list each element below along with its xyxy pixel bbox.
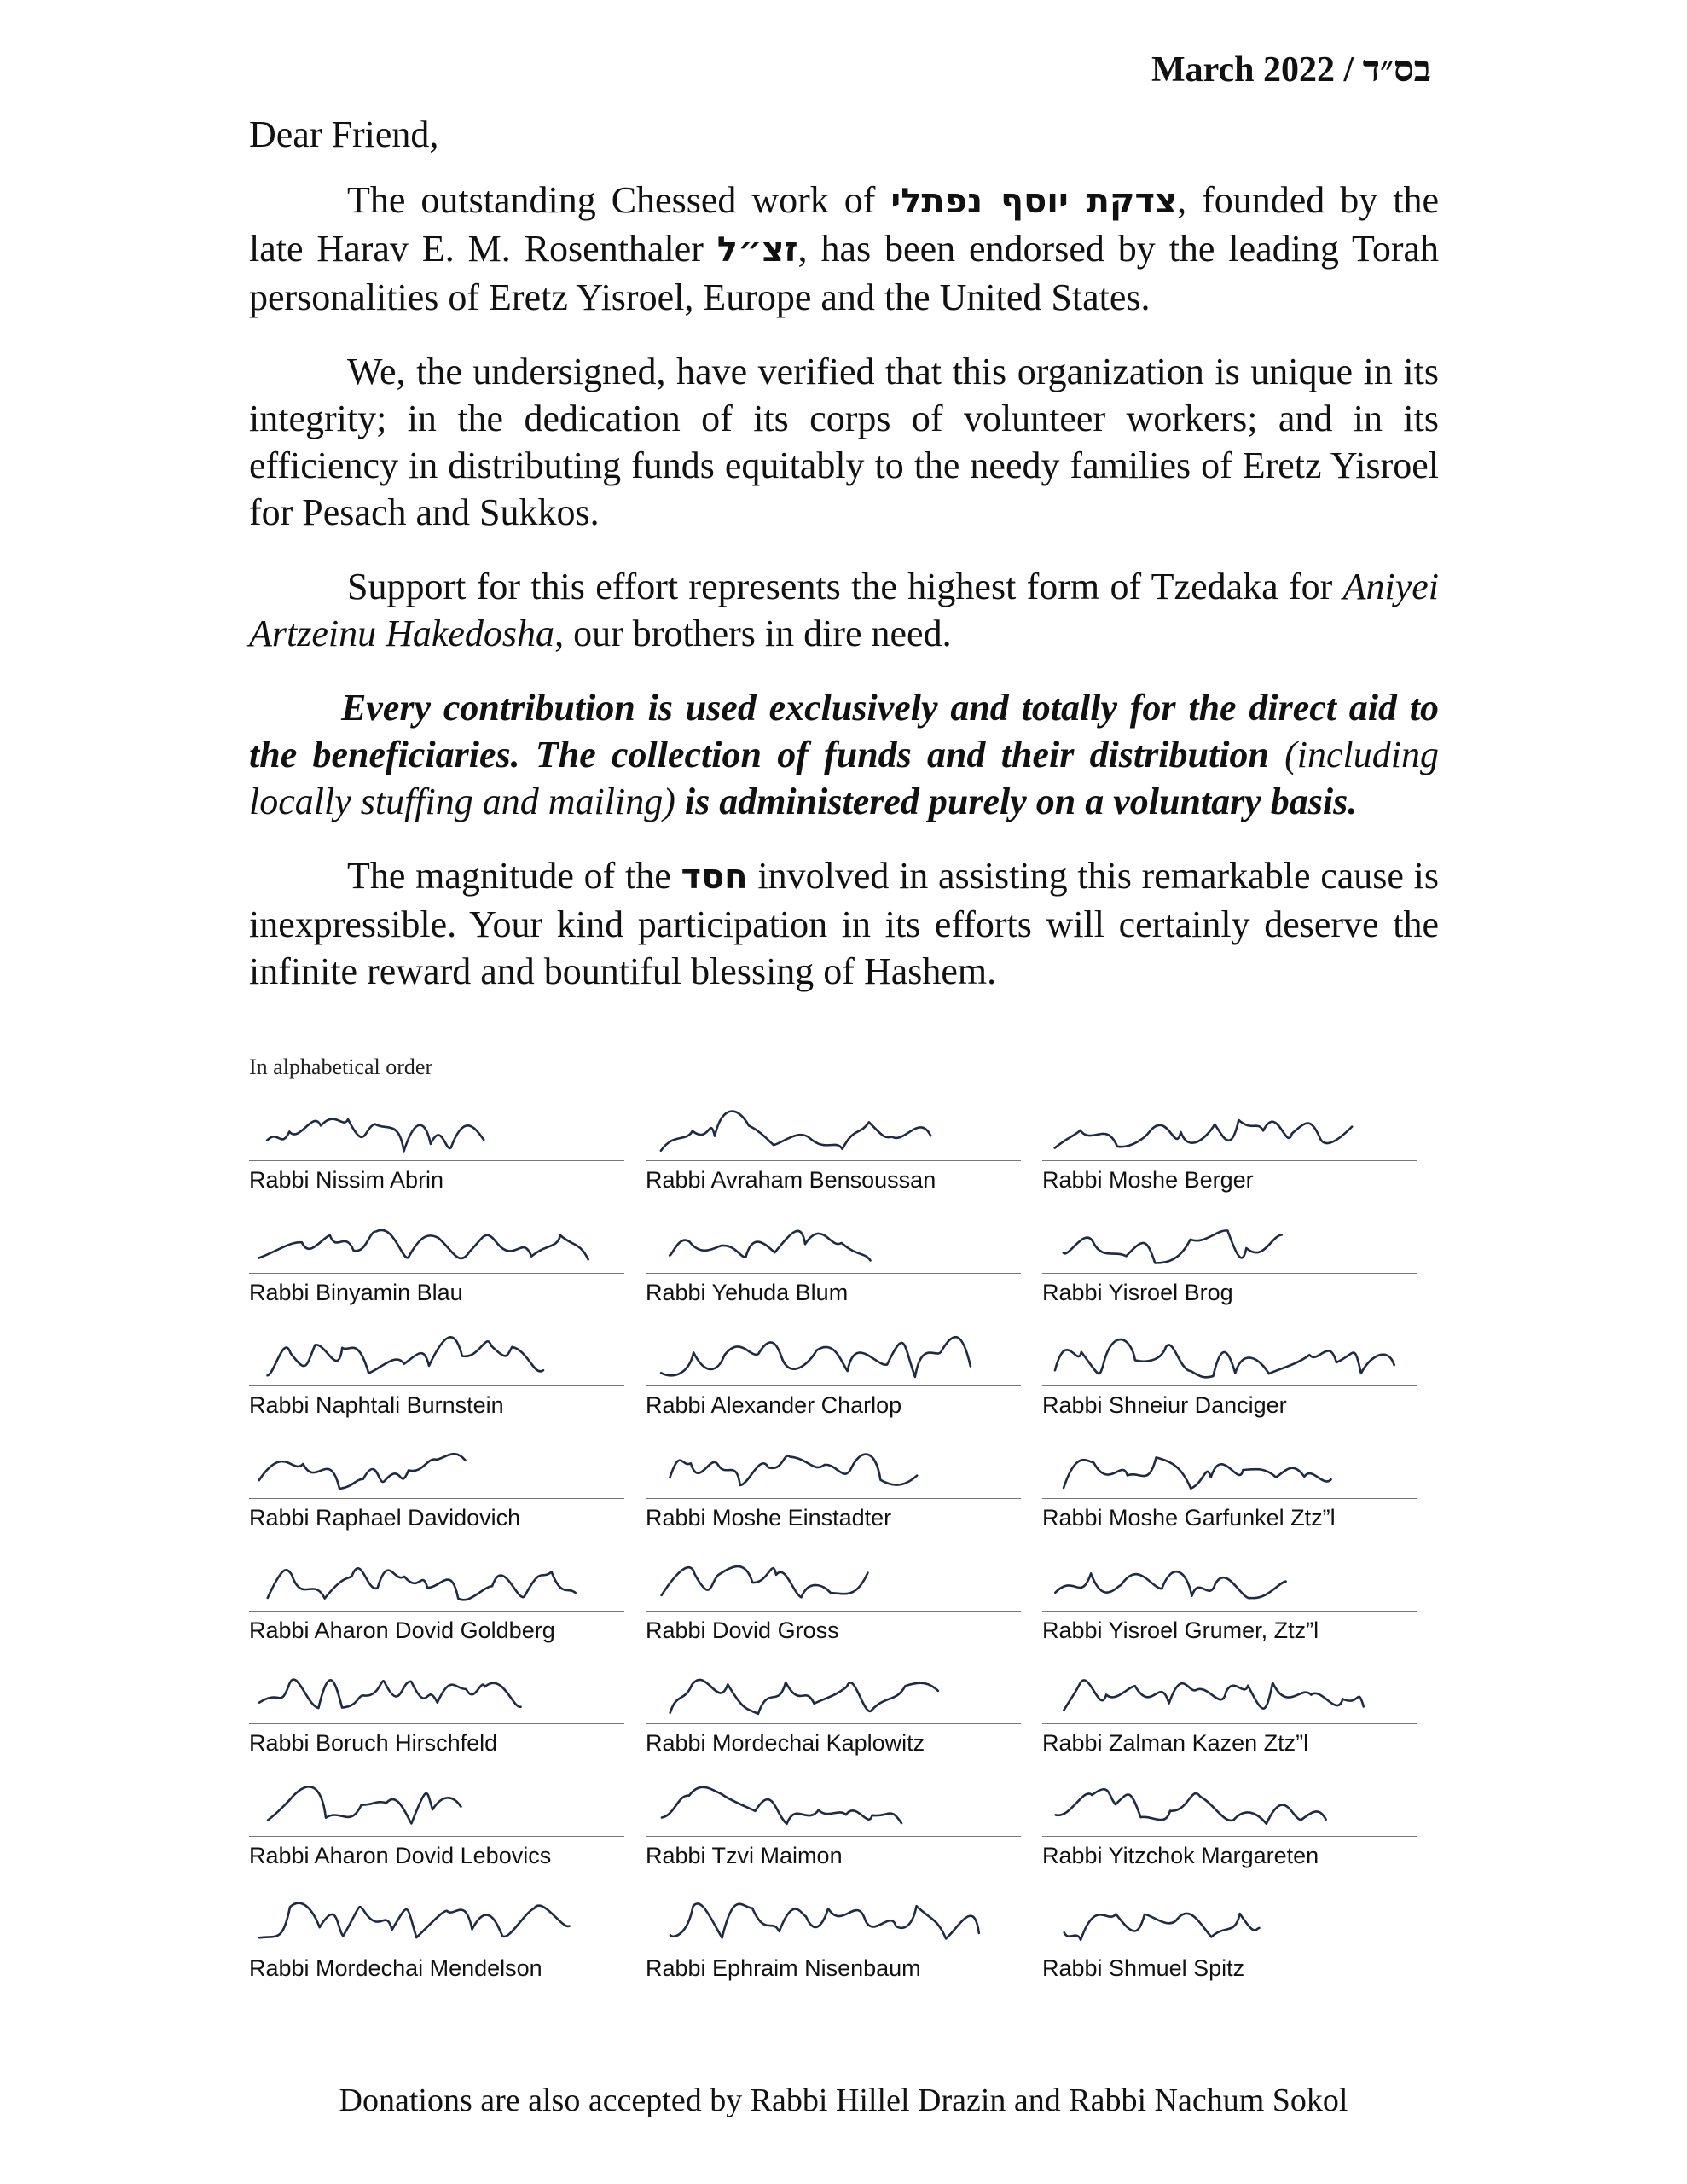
signature-row: [249, 1525, 1439, 1643]
signature-row: [249, 1751, 1439, 1868]
handwritten-signature: [646, 1430, 1021, 1503]
signature-line: [1042, 1498, 1417, 1499]
signature-stroke: [662, 1566, 868, 1597]
signatory-name: Rabbi Mordechai Kaplowitz: [646, 1730, 925, 1756]
signatory-name: Rabbi Shneiur Danciger: [1042, 1392, 1287, 1418]
signature-block: [249, 1525, 624, 1643]
signature-stroke: [267, 1119, 484, 1152]
hebrew-mark: בס״ד: [1362, 50, 1431, 90]
handwritten-signature: [249, 1655, 624, 1728]
signature-stroke: [1055, 1571, 1285, 1598]
handwritten-signature: [646, 1655, 1021, 1728]
signature-line: [646, 1273, 1021, 1274]
footer-note: Donations are also accepted by Rabbi Hillel Drazin and Rabbi Nachum Sokol: [339, 2082, 1348, 2118]
handwritten-signature: [249, 1205, 624, 1278]
signatory-name: Rabbi Aharon Dovid Goldberg: [249, 1618, 555, 1643]
salutation: Dear Friend,: [249, 113, 439, 155]
handwritten-signature: [646, 1092, 1021, 1165]
signature-stroke: [268, 1786, 461, 1823]
signature-stroke: [268, 1337, 544, 1375]
p1-text-c: , has been endorsed by the leading Torah personalities of Eretz Yisroel, Europe and the United States.: [249, 228, 1440, 318]
signatory-name: Rabbi Zalman Kazen Ztz”l: [1042, 1730, 1309, 1756]
signature-block: [1042, 1863, 1417, 1981]
signatory-name: Rabbi Nissim Abrin: [249, 1167, 444, 1193]
signature-stroke: [1055, 1120, 1353, 1148]
handwritten-signature: [646, 1768, 1021, 1841]
signatory-name: Rabbi Mordechai Mendelson: [249, 1955, 542, 1981]
handwritten-signature: [249, 1430, 624, 1503]
signature-stroke: [661, 1112, 930, 1151]
paragraph-4: [249, 684, 1439, 825]
letter-body: [249, 111, 1439, 1022]
handwritten-signature: [646, 1205, 1021, 1278]
signature-block: [1042, 1300, 1417, 1418]
signature-block: [1042, 1751, 1417, 1868]
signature-line: [249, 1723, 624, 1724]
signature-block: [1042, 1413, 1417, 1531]
signature-block: [249, 1300, 624, 1418]
signatory-name: Rabbi Yitzchok Margareten: [1042, 1843, 1319, 1868]
signature-stroke: [268, 1568, 576, 1600]
signatory-name: Rabbi Moshe Berger: [1042, 1167, 1254, 1193]
paragraph-1: [249, 177, 1439, 321]
signatory-name: Rabbi Boruch Hirschfeld: [249, 1730, 498, 1756]
signature-line: [1042, 1836, 1417, 1837]
signatory-name: Rabbi Dovid Gross: [646, 1618, 839, 1643]
p4-parenthetical: (including locally stuffing and mailing): [249, 734, 1439, 822]
signature-line: [646, 1723, 1021, 1724]
signature-stroke: [1056, 1789, 1326, 1824]
signature-block: [646, 1075, 1021, 1193]
signature-block: [1042, 1188, 1417, 1305]
signatory-name: Rabbi Binyamin Blau: [249, 1280, 463, 1305]
signature-line: [1042, 1611, 1417, 1612]
organization-hebrew-name: צדקת יוסף נפתלי: [890, 182, 1178, 221]
signatory-name: Rabbi Naphtali Burnstein: [249, 1392, 504, 1418]
handwritten-signature: [1042, 1317, 1417, 1391]
signature-block: [646, 1300, 1021, 1418]
signature-stroke: [1055, 1339, 1394, 1377]
p5-text-a: The magnitude of the: [347, 855, 681, 897]
signature-stroke: [670, 1455, 917, 1485]
signatory-name: Rabbi Moshe Garfunkel Ztz”l: [1042, 1505, 1336, 1531]
signature-line: [249, 1160, 624, 1161]
signature-block: [646, 1863, 1021, 1981]
p4-bold-b: is administered purely on a voluntary basis.: [684, 781, 1358, 822]
signature-stroke: [670, 1231, 870, 1261]
signature-line: [646, 1160, 1021, 1161]
handwritten-signature: [1042, 1655, 1417, 1728]
paragraph-2: We, the undersigned, have verified that this organization is unique in its integrity; in the dedication of its corps of volunteer workers; and in its efficiency in distributing funds equitably to the needy families of Eretz Yisroel for Pesach and Sukkos.: [249, 351, 1439, 533]
signatory-name: Rabbi Moshe Einstadter: [646, 1505, 892, 1531]
signature-block: [249, 1413, 624, 1531]
handwritten-signature: [1042, 1205, 1417, 1278]
signature-stroke: [258, 1230, 588, 1259]
signature-line: [249, 1836, 624, 1837]
signature-stroke: [1064, 1457, 1331, 1488]
signatory-name: Rabbi Yisroel Brog: [1042, 1280, 1233, 1305]
signature-line: [249, 1611, 624, 1612]
p3-text-a: Support for this effort represents the highest form of Tzedaka for: [347, 566, 1343, 607]
signature-line: [1042, 1385, 1417, 1386]
signature-block: [249, 1751, 624, 1868]
handwritten-signature: [646, 1542, 1021, 1616]
signature-line: [646, 1385, 1021, 1386]
signatory-name: Rabbi Aharon Dovid Lebovics: [249, 1843, 552, 1868]
signature-stroke: [1064, 1914, 1260, 1940]
signature-line: [646, 1498, 1021, 1499]
signature-line: [249, 1385, 624, 1386]
signature-line: [646, 1611, 1021, 1612]
signature-block: [249, 1863, 624, 1981]
signature-stroke: [1064, 1230, 1282, 1263]
signature-stroke: [1064, 1680, 1363, 1710]
signature-grid: [249, 1075, 1439, 1981]
signatory-name: Rabbi Ephraim Nisenbaum: [646, 1955, 921, 1981]
signature-line: [1042, 1160, 1417, 1161]
alphabetical-order-note: In alphabetical order: [249, 1054, 433, 1079]
handwritten-signature: [249, 1880, 624, 1954]
p3-italic: Aniyei Artzeinu Hakedosha: [249, 566, 1439, 654]
handwritten-signature: [646, 1880, 1021, 1954]
signature-block: [1042, 1075, 1417, 1193]
handwritten-signature: [646, 1317, 1021, 1391]
signature-block: [249, 1075, 624, 1193]
paragraph-3: [249, 563, 1439, 657]
signature-stroke: [670, 1680, 938, 1714]
handwritten-signature: [249, 1542, 624, 1616]
signature-block: [1042, 1638, 1417, 1756]
signature-line: [249, 1273, 624, 1274]
signature-block: [646, 1525, 1021, 1643]
signature-row: [249, 1863, 1439, 1981]
signatory-name: Rabbi Alexander Charlop: [646, 1392, 902, 1418]
signature-block: [646, 1638, 1021, 1756]
signatory-name: Rabbi Tzvi Maimon: [646, 1843, 843, 1868]
signature-block: [249, 1188, 624, 1305]
signature-stroke: [259, 1903, 569, 1938]
signature-line: [1042, 1273, 1417, 1274]
signature-stroke: [661, 1337, 971, 1377]
paragraph-5: [249, 852, 1439, 995]
handwritten-signature: [249, 1317, 624, 1391]
date-header: [1151, 49, 1431, 90]
date-text: March 2022 /: [1151, 50, 1354, 90]
signature-row: [249, 1413, 1439, 1531]
p4-bold-a: Every contribution is used exclusively and totally for the direct aid to the beneficiaries. The collection of funds and their distribution: [249, 687, 1439, 775]
signature-stroke: [259, 1454, 466, 1489]
p1-text-a: The outstanding Chessed work of: [347, 179, 891, 221]
signatory-name: Rabbi Shmuel Spitz: [1042, 1955, 1245, 1981]
signature-block: [646, 1751, 1021, 1868]
p3-text-b: , our brothers in dire need.: [554, 613, 952, 654]
handwritten-signature: [1042, 1880, 1417, 1954]
chessed-hebrew: חסד: [681, 857, 748, 897]
signatory-name: Rabbi Raphael Davidovich: [249, 1505, 521, 1531]
signature-row: [249, 1300, 1439, 1418]
signature-row: [249, 1075, 1439, 1193]
handwritten-signature: [1042, 1092, 1417, 1165]
handwritten-signature: [1042, 1542, 1417, 1616]
handwritten-signature: [1042, 1768, 1417, 1841]
signature-stroke: [259, 1680, 521, 1709]
signatory-name: Rabbi Yehuda Blum: [646, 1280, 849, 1305]
signatory-name: Rabbi Yisroel Grumer, Ztz”l: [1042, 1618, 1319, 1643]
hebrew-honorific: זצ״ל: [716, 230, 798, 270]
signature-block: [646, 1413, 1021, 1531]
signature-row: [249, 1638, 1439, 1756]
signature-stroke: [662, 1787, 901, 1824]
signature-block: [249, 1638, 624, 1756]
signature-block: [1042, 1525, 1417, 1643]
signature-block: [646, 1188, 1021, 1305]
signature-line: [646, 1836, 1021, 1837]
signature-stroke: [670, 1903, 979, 1938]
p5-text-b: involved in assisting this remarkable cause is inexpressible. Your kind participation in its efforts will certainly deserve the infinite reward and bountiful blessing of Hashem.: [249, 855, 1439, 992]
signature-row: [249, 1188, 1439, 1305]
handwritten-signature: [249, 1768, 624, 1841]
handwritten-signature: [1042, 1430, 1417, 1503]
signature-line: [1042, 1723, 1417, 1724]
signatory-name: Rabbi Avraham Bensoussan: [646, 1167, 936, 1193]
handwritten-signature: [249, 1092, 624, 1165]
signature-line: [249, 1498, 624, 1499]
p1-text-b: , founded by the late Harav E. M. Rosenthaler: [249, 179, 1440, 270]
